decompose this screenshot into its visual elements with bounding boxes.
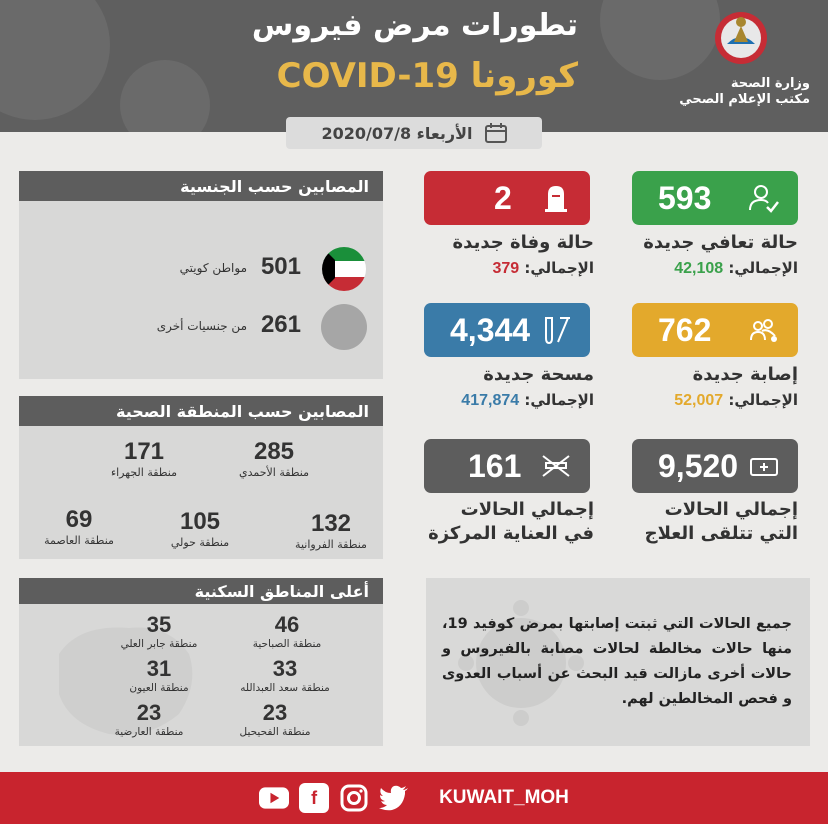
treatment-card xyxy=(632,439,798,493)
date-bar xyxy=(286,117,542,149)
deaths-total-value: 379 xyxy=(492,260,520,277)
region-item xyxy=(155,508,245,549)
residential-item xyxy=(227,612,347,650)
tests-label: مسحة جديدة xyxy=(483,364,594,385)
residential-title: أعلى المناطق السكنية xyxy=(19,578,383,604)
tests-card xyxy=(424,303,590,357)
residential-panel xyxy=(19,578,383,746)
nationality-title: المصابين حسب الجنسية xyxy=(19,171,383,201)
ministry-line2: مكتب الإعلام الصحي xyxy=(679,92,810,107)
kuwait-flag-icon xyxy=(321,246,367,292)
region-item xyxy=(281,510,381,551)
other-label: من جنسيات أخرى xyxy=(156,319,247,333)
medicine-box-icon xyxy=(748,450,780,482)
group-icon xyxy=(748,314,780,346)
twitter-icon[interactable] xyxy=(379,783,409,813)
cases-total xyxy=(598,391,798,410)
date-text: الأربعاء 2020/07/8 xyxy=(321,123,473,143)
residential-value: 23 xyxy=(262,700,288,725)
region-label: منطقة العاصمة xyxy=(44,534,114,547)
icu-card xyxy=(424,439,590,493)
tests-value: 4,344 xyxy=(450,311,531,348)
region-value: 285 xyxy=(253,438,295,465)
icu-label xyxy=(394,498,594,546)
recovered-label: حالة تعافي جديدة xyxy=(643,232,798,253)
recovered-total-label: الإجمالي: xyxy=(728,259,798,277)
residential-item xyxy=(215,700,335,738)
residential-label: منطقة الصباحية xyxy=(252,638,322,650)
test-tube-icon xyxy=(540,314,572,346)
treatment-label-line2: التي تتلقى العلاج xyxy=(644,523,798,544)
deaths-value: 2 xyxy=(494,179,512,216)
residential-item xyxy=(215,656,355,694)
region-value: 105 xyxy=(179,508,221,535)
kuwaiti-value: 501 xyxy=(260,253,301,280)
calendar-icon xyxy=(485,123,507,143)
residential-label: منطقة جابر العلي xyxy=(120,638,198,650)
tests-total-label: الإجمالي: xyxy=(524,391,594,409)
cases-label: إصابة جديدة xyxy=(692,364,798,385)
residential-body xyxy=(19,604,383,746)
region-label: منطقة الجهراء xyxy=(110,466,178,479)
region-value: 132 xyxy=(310,510,352,537)
recovered-total xyxy=(598,259,798,278)
treatment-label-line1: إجمالي الحالات xyxy=(664,499,798,520)
cases-total-label: الإجمالي: xyxy=(728,391,798,409)
residential-value: 31 xyxy=(146,656,172,681)
residential-item xyxy=(99,612,219,650)
residential-label: منطقة سعد العبدالله xyxy=(240,682,330,694)
region-value: 69 xyxy=(65,506,93,533)
region-item xyxy=(99,438,189,479)
residential-value: 33 xyxy=(272,656,298,681)
regions-body xyxy=(19,426,383,559)
kuwaiti-label: مواطن كويتي xyxy=(179,261,247,275)
nationality-body xyxy=(19,201,383,379)
icu-label-line2: في العناية المركزة xyxy=(428,523,594,544)
residential-item xyxy=(89,700,209,738)
region-item xyxy=(29,506,129,547)
ministry-line1: وزارة الصحة xyxy=(730,76,810,91)
deaths-total-label: الإجمالي: xyxy=(524,259,594,277)
note-text: جميع الحالات التي ثبتت إصابتها بمرض كوفيد 19، منها حالات مخالطة لحالات مصابة بالفيروس و حالات أخرى مازالت قيد البحث عن أسباب العدوى و فحص المخالطين لهم. xyxy=(442,616,792,707)
treatment-label xyxy=(598,498,798,546)
region-label: منطقة حولي xyxy=(170,536,230,549)
regions-panel xyxy=(19,396,383,559)
other-nationality-circle xyxy=(321,304,367,350)
residential-label: منطقة الفحيحيل xyxy=(239,726,311,738)
icu-label-line1: إجمالي الحالات xyxy=(460,499,594,520)
recovered-user-icon xyxy=(748,182,780,214)
other-value: 261 xyxy=(260,311,301,338)
recovered-total-value: 42,108 xyxy=(674,260,724,277)
recovered-value: 593 xyxy=(658,179,712,216)
regions-title: المصابين حسب المنطقة الصحية xyxy=(19,396,383,426)
tests-total-value: 417,874 xyxy=(461,392,520,409)
footer xyxy=(0,772,828,824)
residential-value: 35 xyxy=(146,612,172,637)
youtube-icon[interactable] xyxy=(259,783,289,813)
cases-value: 762 xyxy=(658,311,712,348)
region-label: منطقة الفروانية xyxy=(295,538,367,551)
title-line1: تطورات مرض فيروس xyxy=(251,8,578,43)
social-handle[interactable]: KUWAIT_MOH xyxy=(439,787,569,808)
cases-total-value: 52,007 xyxy=(674,392,724,409)
cases-card xyxy=(632,303,798,357)
instagram-icon[interactable] xyxy=(339,783,369,813)
nationality-panel xyxy=(19,171,383,379)
residential-value: 46 xyxy=(274,612,300,637)
hospital-bed-icon xyxy=(540,450,572,482)
residential-value: 23 xyxy=(136,700,162,725)
region-value: 171 xyxy=(123,438,165,465)
note-box xyxy=(426,578,810,746)
treatment-value: 9,520 xyxy=(658,447,739,484)
deaths-label: حالة وفاة جديدة xyxy=(452,232,594,253)
residential-item xyxy=(99,656,219,694)
region-label: منطقة الأحمدي xyxy=(238,466,310,479)
icu-value: 161 xyxy=(468,447,522,484)
residential-label: منطقة العيون xyxy=(129,682,189,694)
tests-total xyxy=(394,391,594,410)
ministry-logo-icon xyxy=(712,8,770,70)
region-item xyxy=(229,438,319,479)
title-line2: كورونا COVID-19 xyxy=(276,56,578,96)
recovered-card xyxy=(632,171,798,225)
facebook-icon[interactable]: f xyxy=(299,783,329,813)
ministry-name xyxy=(679,76,810,108)
deaths-card xyxy=(424,171,590,225)
tombstone-icon xyxy=(540,182,572,214)
residential-label: منطقة العارضية xyxy=(114,726,184,738)
deaths-total xyxy=(394,259,594,278)
